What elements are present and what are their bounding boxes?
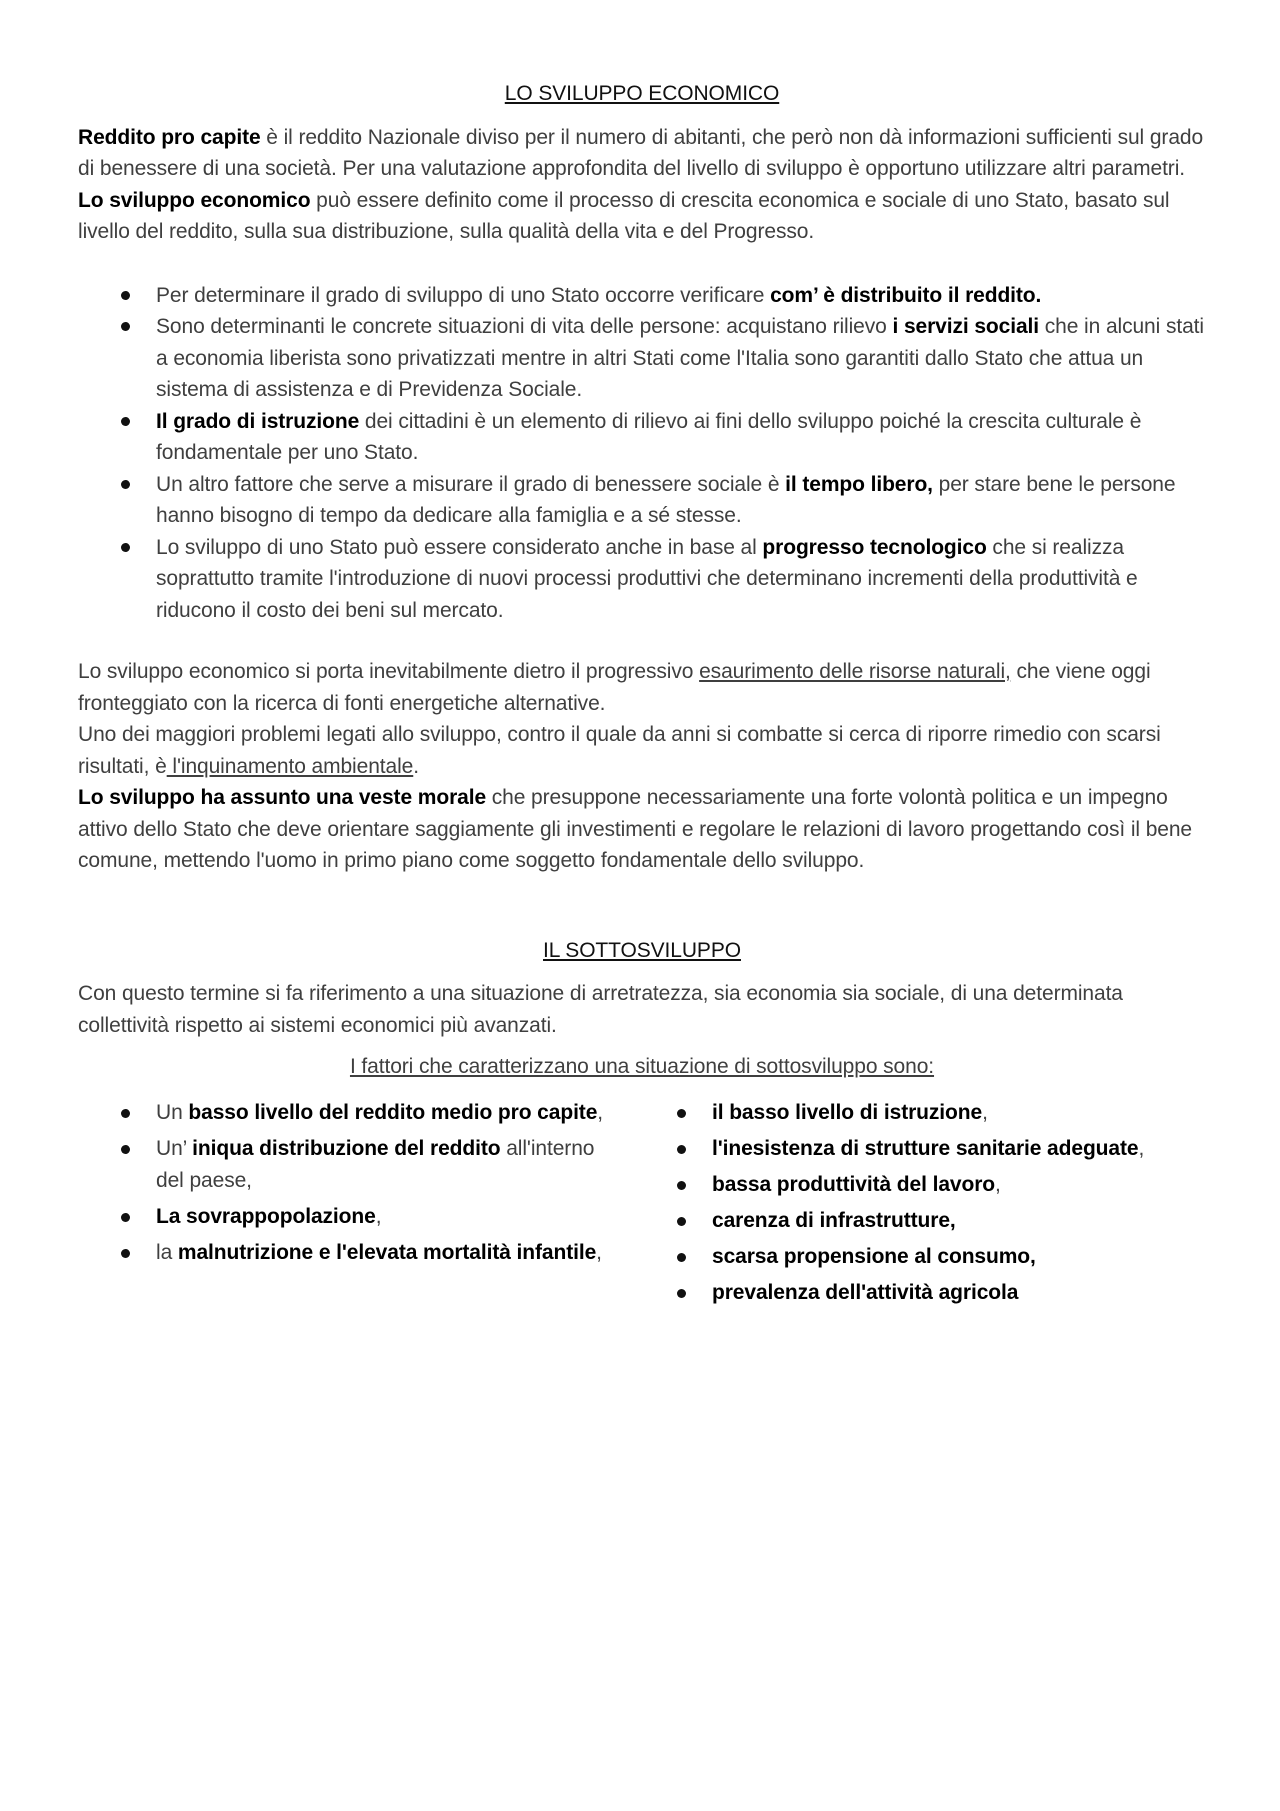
text-sviluppo-economico: può essere definito come il processo di crescita economica e sociale di uno Stato, basato sul livello del reddito, sulla sua distribuzione, sulla qualità della vita e del Progresso. — [78, 188, 1170, 243]
list-item: Un’ iniqua distribuzione del reddito all'interno del paese, — [156, 1133, 626, 1197]
paragraph-sviluppo-economico — [78, 185, 1206, 248]
list-item: la malnutrizione e l'elevata mortalità infantile, — [156, 1237, 626, 1269]
development-factors-list — [78, 280, 1206, 627]
factors-list-left — [78, 1097, 626, 1313]
list-item: La sovrappopolazione, — [156, 1201, 626, 1233]
list-item: Sono determinanti le concrete situazioni di vita delle persone: acquistano rilievo i servizi sociali che in alcuni stati a economia liberista sono privatizzati mentre in altri Stati come l'Italia sono garantiti dallo Stato che attua un sistema di assistenza e di Previdenza Sociale. — [156, 311, 1206, 406]
paragraph-veste-morale: Lo sviluppo ha assunto una veste morale che presuppone necessariamente una forte volontà politica e un impegno attivo dello Stato che deve orientare saggiamente gli investimenti e regolare le relazioni di lavoro progettando così il bene comune, mettendo l'uomo in primo piano come soggetto fondamentale dello sviluppo. — [78, 786, 1193, 872]
term-reddito-pro-capite: Reddito pro capite — [78, 125, 261, 149]
paragraph-reddito-pro-capite — [78, 122, 1206, 185]
list-item: Lo sviluppo di uno Stato può essere considerato anche in base al progresso tecnologico che si realizza soprattutto tramite l'introduzione di nuovi processi produttivi che determinano incrementi della produttività e riducono il costo dei beni sul mercato. — [156, 532, 1206, 627]
underlined-inquinamento: l'inquinamento ambientale — [166, 754, 414, 778]
paragraph-sottosviluppo-intro: Con questo termine si fa riferimento a una situazione di arretratezza, sia economia sia sociale, di una determinata collettività rispetto ai sistemi economici più avanzati. — [78, 982, 1123, 1037]
term-veste-morale: Lo sviluppo ha assunto una veste morale — [78, 786, 487, 809]
list-item: bassa produttività del lavoro, — [712, 1169, 1144, 1201]
list-item: Un altro fattore che serve a misurare il grado di benessere sociale è il tempo libero, per stare bene le persone hanno bisogno di tempo da dedicare alla famiglia e a sé stesse. — [156, 469, 1206, 532]
factors-columns — [78, 1097, 1206, 1313]
term-sviluppo-economico: Lo sviluppo economico — [78, 188, 311, 212]
list-item: carenza di infrastrutture, — [712, 1205, 1144, 1237]
list-item: Un basso livello del reddito medio pro capite, — [156, 1097, 626, 1129]
section-title-sottosviluppo: IL SOTTOSVILUPPO — [543, 938, 741, 962]
section-spacer — [78, 877, 1206, 935]
underlined-esaurimento: esaurimento delle risorse naturali, — [699, 660, 1011, 683]
list-item: Per determinare il grado di sviluppo di uno Stato occorre verificare com’ è distribuito il reddito. — [156, 280, 1206, 312]
document-page — [78, 78, 1206, 1313]
text-reddito-pro-capite: è il reddito Nazionale diviso per il numero di abitanti, che però non dà informazioni sufficienti sul grado di benessere di una società. Per una valutazione approfondita del livello di sviluppo è opportuno utilizzare altri parametri. — [78, 125, 1204, 180]
paragraph-inquinamento: Uno dei maggiori problemi legati allo sviluppo, contro il quale da anni si combatte si cerca di riporre rimedio con scarsi risultati, è l'inquinamento ambientale. — [78, 723, 1161, 778]
list-item: scarsa propensione al consumo, — [712, 1241, 1144, 1273]
list-item: prevalenza dell'attività agricola — [712, 1277, 1144, 1309]
factors-subtitle: I fattori che caratterizzano una situazione di sottosviluppo sono: — [349, 1055, 935, 1078]
list-item: il basso livello di istruzione, — [712, 1097, 1144, 1129]
list-item: l'inesistenza di strutture sanitarie adeguate, — [712, 1133, 1144, 1165]
section-title-sviluppo: LO SVILUPPO ECONOMICO — [504, 82, 780, 105]
factors-list-right — [626, 1097, 1144, 1313]
paragraph-esaurimento-risorse: Lo sviluppo economico si porta inevitabilmente dietro il progressivo esaurimento delle risorse naturali, che viene oggi fronteggiato con la ricerca di fonti energetiche alternative. — [78, 660, 1151, 715]
list-item: Il grado di istruzione dei cittadini è un elemento di rilievo ai fini dello sviluppo poiché la crescita culturale è fondamentale per uno Stato. — [156, 406, 1206, 469]
